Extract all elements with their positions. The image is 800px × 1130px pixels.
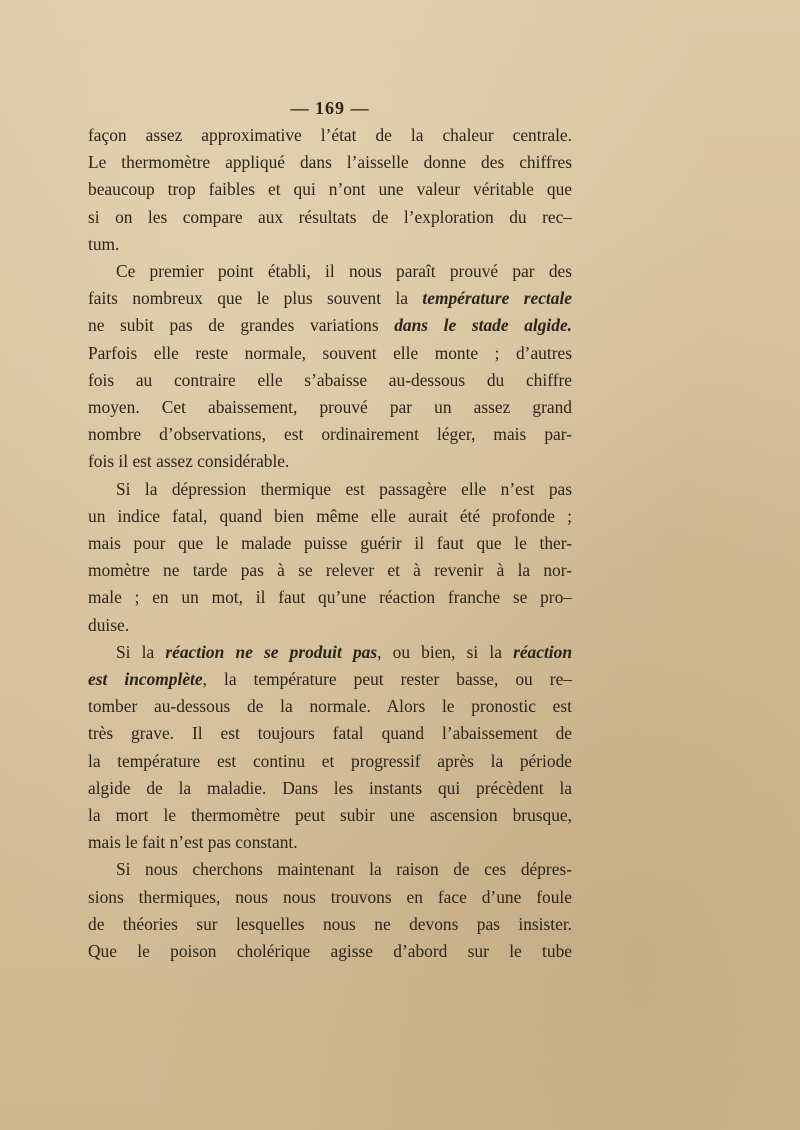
text-run: la température est continu et progressif après la période: [88, 750, 572, 771]
text-line: [88, 149, 572, 176]
text-line: [88, 938, 572, 965]
text-run: tomber au-dessous de la normale. Alors le pronostic est: [88, 696, 572, 717]
italic-phrase: dans le stade algide.: [394, 315, 573, 336]
text-line: [88, 340, 572, 367]
text-run: Le thermomètre appliqué dans l’aisselle donne des chiffres: [88, 152, 572, 173]
text-line: [88, 394, 572, 421]
text-line: [88, 557, 572, 584]
text-run: si on les compare aux résultats de l’exploration du rec–: [88, 206, 572, 227]
text-run: duise.: [88, 614, 130, 635]
text-run: de théories sur lesquelles nous ne devons pas insister.: [88, 913, 572, 934]
page-number: — 169 —: [290, 98, 370, 118]
italic-phrase: réaction ne se produit pas: [165, 641, 378, 662]
text-line: [88, 530, 572, 557]
text-line: [88, 503, 572, 530]
text-line: [88, 367, 572, 394]
text-line: [88, 666, 572, 693]
text-run: Si nous cherchons maintenant la raison de ces dépres-: [116, 859, 572, 880]
italic-phrase: réaction: [513, 641, 572, 662]
italic-phrase: est incomplète: [88, 669, 203, 690]
text-line: [88, 693, 572, 720]
text-line: [88, 639, 572, 666]
text-run: très grave. Il est toujours fatal quand l’abaissement de: [88, 723, 572, 744]
text-line: [88, 176, 572, 203]
text-line: [88, 231, 572, 258]
text-line: [88, 884, 572, 911]
text-line: [88, 476, 572, 503]
text-run: nombre d’observations, est ordinairement léger, mais par-: [88, 424, 572, 445]
text-line: [88, 612, 572, 639]
text-run: Si la: [116, 641, 166, 662]
text-run: Que le poison cholérique agisse d’abord sur le tube: [88, 941, 572, 962]
text-run: Si la dépression thermique est passagère elle n’est pas: [116, 478, 572, 499]
text-run: Ce premier point établi, il nous paraît prouvé par des: [116, 261, 572, 282]
text-run: , la température peut rester basse, ou re–: [202, 669, 572, 690]
text-run: fois il est assez considérable.: [88, 451, 290, 472]
text-run: sions thermiques, nous nous trouvons en face d’une foule: [88, 886, 572, 907]
text-line: [88, 829, 572, 856]
text-run: momètre ne tarde pas à se relever et à revenir à la nor-: [88, 560, 572, 581]
text-run: moyen. Cet abaissement, prouvé par un assez grand: [88, 397, 572, 418]
text-run: Parfois elle reste normale, souvent elle monte ; d’autres: [88, 342, 572, 363]
text-run: fois au contraire elle s’abaisse au-dessous du chiffre: [88, 369, 572, 390]
text-line: [88, 421, 572, 448]
text-line: [88, 258, 572, 285]
text-run: , ou bien, si la: [377, 641, 514, 662]
text-run: la mort le thermomètre peut subir une ascension brusque,: [88, 805, 572, 826]
text-run: mais pour que le malade puisse guérir il faut que le ther-: [88, 533, 572, 554]
text-run: un indice fatal, quand bien même elle aurait été profonde ;: [88, 505, 572, 526]
body-text: [88, 122, 572, 965]
text-line: [88, 720, 572, 747]
text-run: ne subit pas de grandes variations: [88, 315, 395, 336]
text-line: [88, 448, 572, 475]
text-line: [88, 802, 572, 829]
text-line: [88, 122, 572, 149]
text-line: [88, 748, 572, 775]
text-line: [88, 911, 572, 938]
text-run: façon assez approximative l’état de la chaleur centrale.: [88, 125, 572, 145]
text-line: [88, 775, 572, 802]
text-line: [88, 312, 572, 339]
text-run: male ; en un mot, il faut qu’une réaction franche se pro–: [88, 587, 572, 608]
italic-phrase: température rectale: [422, 288, 572, 309]
text-run: faits nombreux que le plus souvent la: [88, 288, 423, 309]
text-line: [88, 584, 572, 611]
text-line: [88, 285, 572, 312]
text-run: mais le fait n’est pas constant.: [88, 832, 298, 853]
text-line: [88, 204, 572, 231]
text-line: [88, 856, 572, 883]
text-run: beaucoup trop faibles et qui n’ont une valeur véritable que: [88, 179, 572, 200]
text-run: algide de la maladie. Dans les instants qui précèdent la: [88, 777, 572, 798]
text-run: tum.: [88, 233, 120, 254]
